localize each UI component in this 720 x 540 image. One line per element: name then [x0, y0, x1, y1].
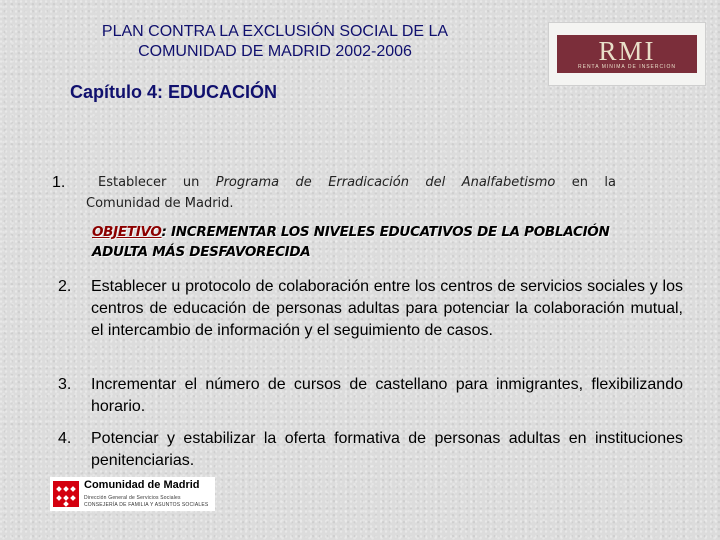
rmi-logo-mark: RMI — [598, 36, 656, 66]
list-item-number: 1. — [52, 174, 66, 191]
item1-before: Establecer un — [98, 175, 200, 190]
list-item-text: Incrementar el número de cursos de castellano para inmigrantes, flexibilizando horario. — [91, 376, 683, 415]
list-item-text: Potenciar y estabilizar la oferta formativa de personas adultas en instituciones penitenciarias. — [91, 430, 683, 469]
madrid-flag-icon — [53, 481, 79, 507]
comunidad-madrid-logo — [50, 477, 215, 511]
footer-logo-sub-2: CONSEJERÍA DE FAMILIA Y ASUNTOS SOCIALES — [84, 502, 209, 508]
star-icon — [63, 486, 69, 492]
list-item-number: 4. — [58, 430, 72, 447]
item1-after: en la — [571, 175, 616, 190]
rmi-logo — [548, 22, 706, 86]
footer-logo-sub-1: Dirección General de Servicios Sociales — [84, 495, 181, 501]
item1-line-2: Comunidad de Madrid. — [86, 196, 234, 211]
star-icon — [63, 501, 69, 507]
item1-line-1 — [86, 172, 616, 193]
objective-statement — [92, 222, 652, 262]
footer-logo-name: Comunidad de Madrid — [84, 479, 200, 491]
document-title — [60, 22, 490, 62]
list-item-text — [86, 172, 616, 214]
title-line-1: PLAN CONTRA LA EXCLUSIÓN SOCIAL DE LA — [101, 23, 449, 40]
rmi-logo-tagline: RENTA MINIMA DE INSERCION — [578, 64, 676, 70]
star-icon — [70, 486, 76, 492]
item1-program: Programa de Erradicación del Analfabetismo — [215, 175, 556, 190]
objective-label: OBJETIVO — [92, 224, 162, 240]
star-icon — [70, 495, 76, 501]
star-icon — [56, 486, 62, 492]
rmi-logo-panel — [557, 35, 697, 73]
list-item-number: 2. — [58, 278, 72, 295]
star-icon — [63, 495, 69, 501]
chapter-heading: Capítulo 4: EDUCACIÓN — [70, 82, 277, 102]
star-icon — [56, 495, 62, 501]
list-item-number: 3. — [58, 376, 72, 393]
list-item-text: Establecer u protocolo de colaboración entre los centros de servicios sociales y los centros de educación de personas adultas para potenciar la colaboración mutual, el intercambio de información y el seguimiento de casos. — [91, 278, 683, 339]
objective-text: : INCREMENTAR LOS NIVELES EDUCATIVOS DE LA POBLACIÓN ADULTA MÁS DESFAVORECIDA — [92, 224, 610, 260]
title-line-2: COMUNIDAD DE MADRID 2002-2006 — [138, 43, 412, 60]
